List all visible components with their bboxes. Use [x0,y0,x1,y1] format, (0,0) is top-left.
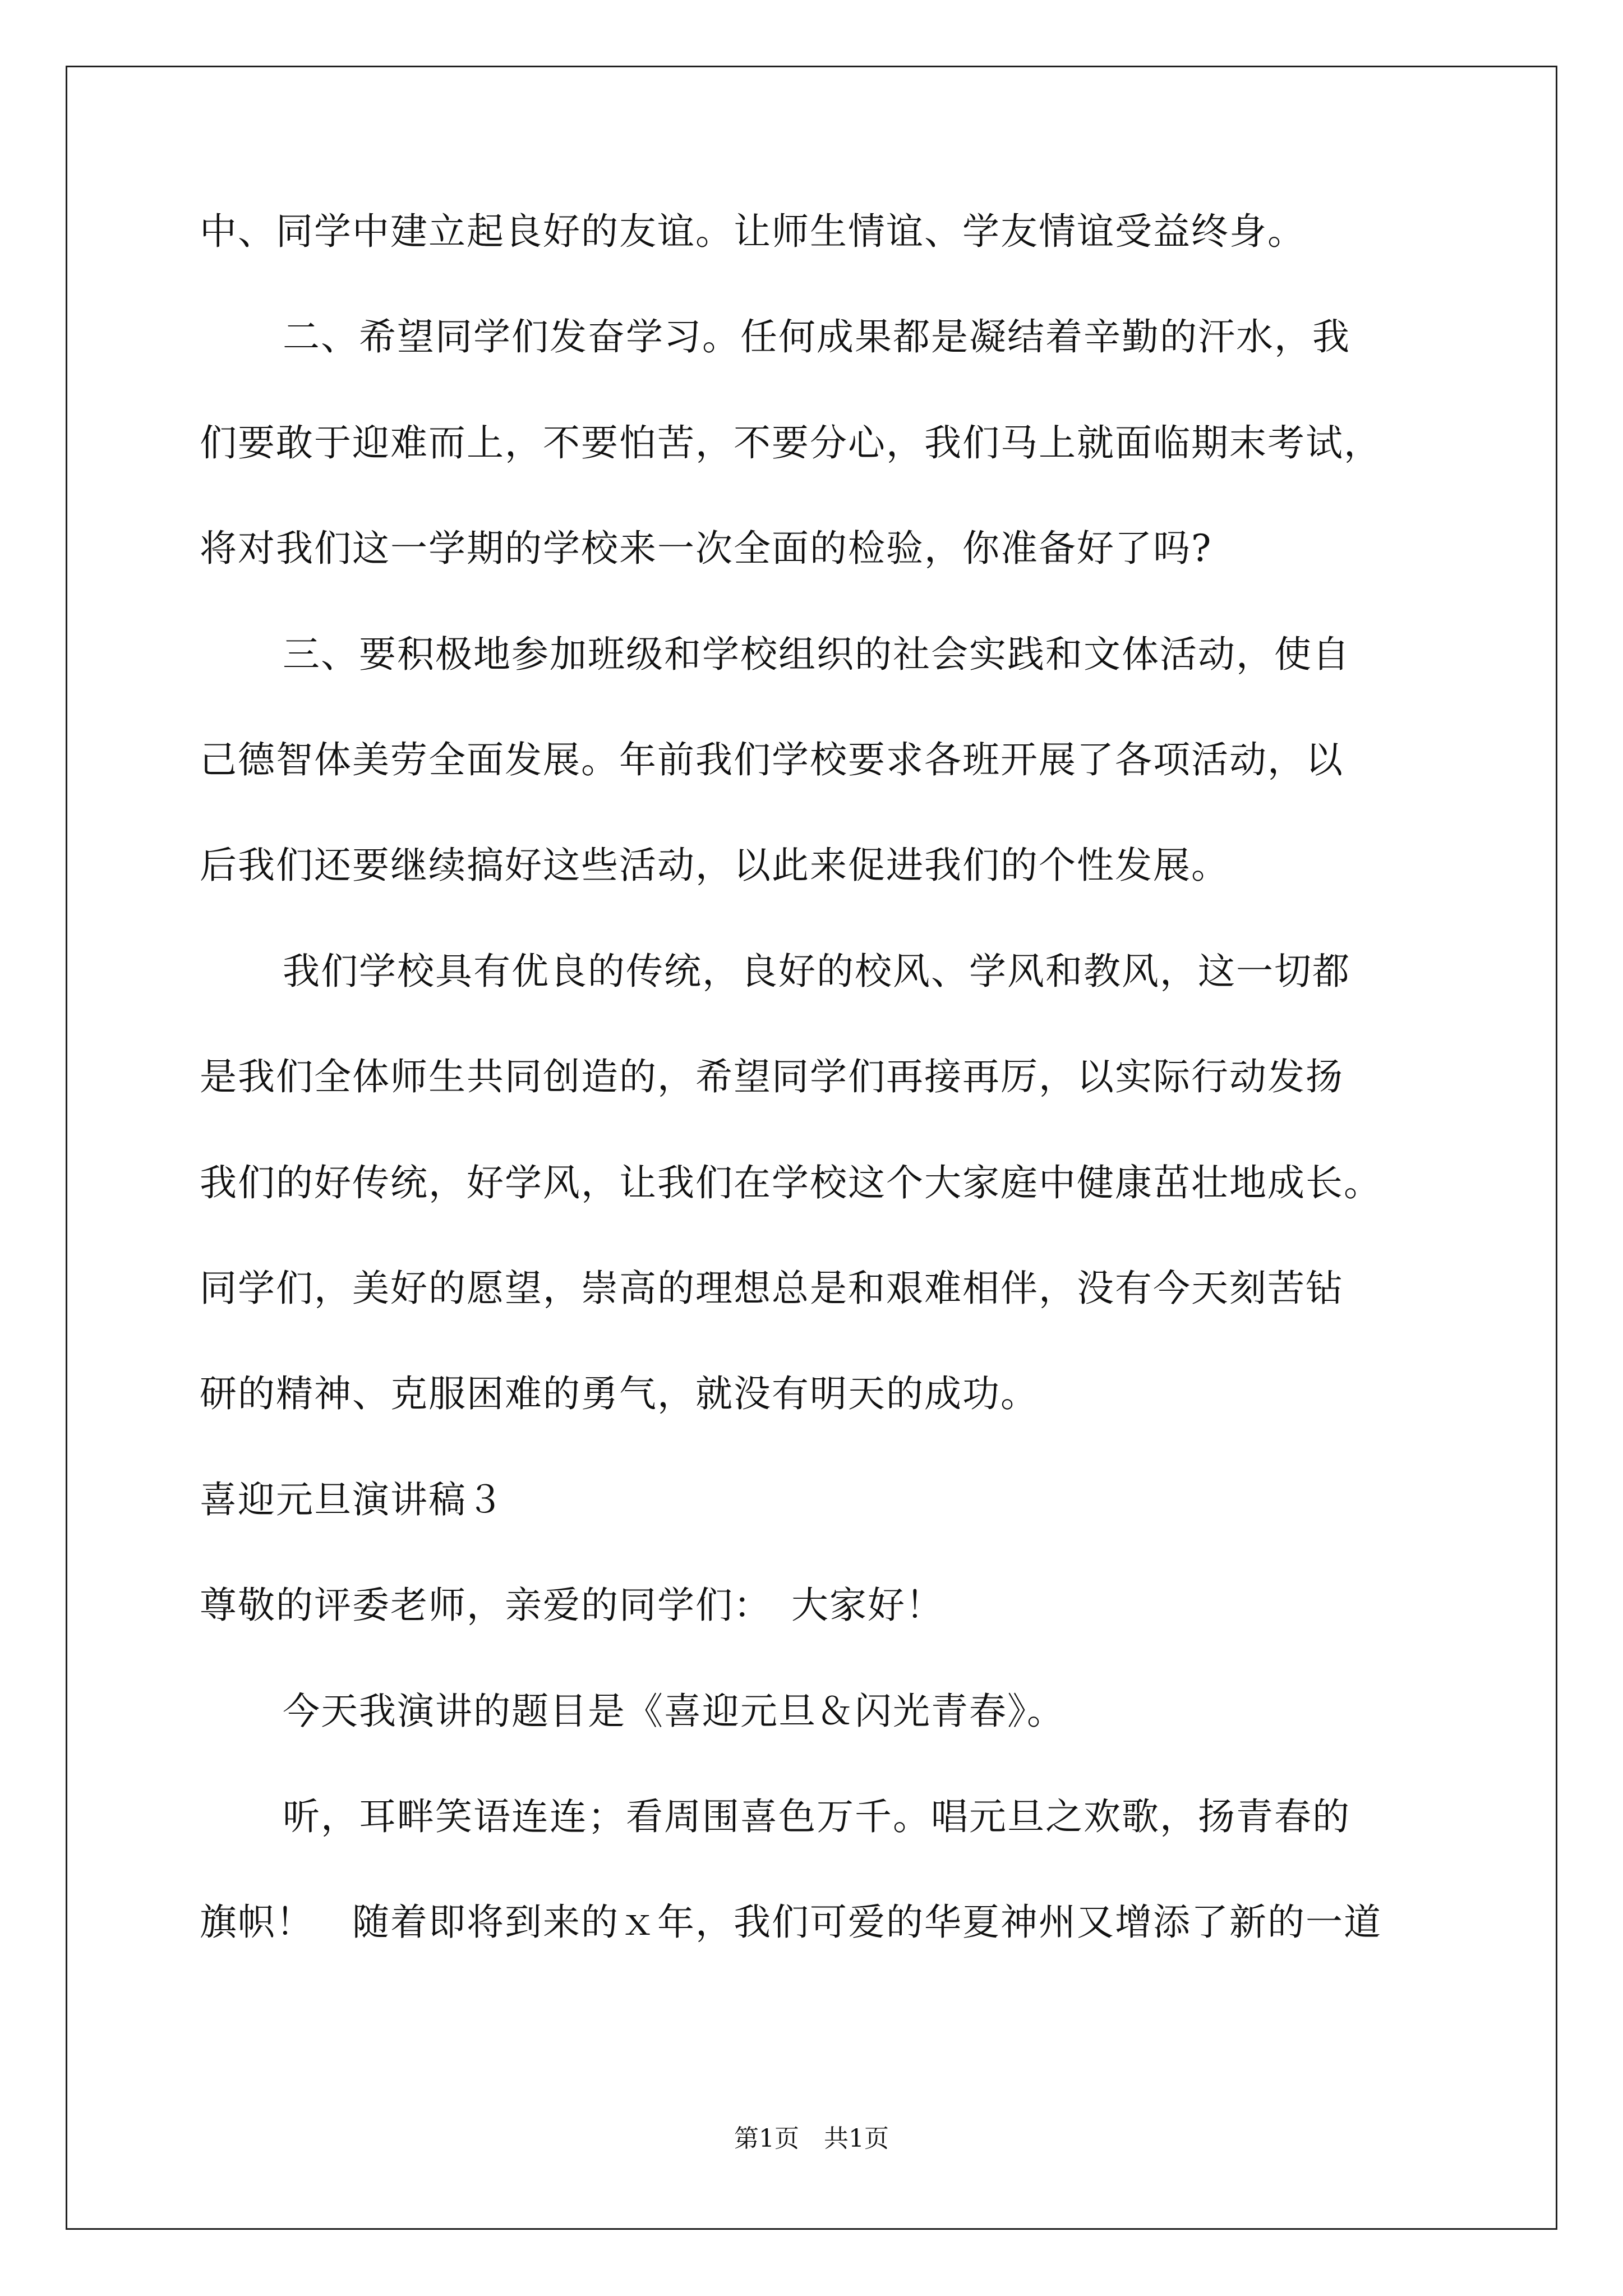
text-line: 中、同学中建立起良好的友谊。让师生情谊、学友情谊受益终身。 [200,210,1306,253]
text-line: 是我们全体师生共同创造的，希望同学们再接再厉，以实际行动发扬 [200,1055,1344,1098]
text-line: 将对我们这一学期的学校来一次全面的检验，你准备好了吗? [200,527,1212,570]
text-line: 们要敢于迎难而上，不要怕苦，不要分心，我们马上就面临期末考试， [200,421,1382,464]
text-line: 我们学校具有优良的传统，良好的校风、学风和教风，这一切都 [283,950,1350,993]
salutation: 尊敬的评委老师，亲爱的同学们： 大家好！ [200,1584,944,1627]
text-line: 二、希望同学们发奋学习。任何成果都是凝结着辛勤的汗水，我 [283,315,1350,358]
text-line: 同学们，美好的愿望，崇高的理想总是和艰难相伴，没有今天刻苦钻 [200,1267,1344,1310]
text-line: 己德智体美劳全面发展。年前我们学校要求各班开展了各项活动，以 [200,738,1344,781]
text-line: 旗帜！ 随着即将到来的ｘ年，我们可爱的华夏神州又增添了新的一道 [200,1901,1382,1944]
text-line: 后我们还要继续搞好这些活动，以此来促进我们的个性发展。 [200,844,1229,887]
text-line: 听，耳畔笑语连连；看周围喜色万千。唱元旦之欢歌，扬青春的 [283,1795,1350,1838]
page-footer: 第1页 共1页 [734,2124,889,2153]
text-line: 我们的好传统，好学风，让我们在学校这个大家庭中健康茁壮地成长。 [200,1161,1382,1204]
text-line: 今天我演讲的题目是《喜迎元旦＆闪光青春》。 [283,1690,1065,1733]
text-line: 三、要积极地参加班级和学校组织的社会实践和文体活动，使自 [283,633,1350,676]
text-line: 研的精神、克服困难的勇气，就没有明天的成功。 [200,1372,1039,1415]
section-heading: 喜迎元旦演讲稿３ [200,1478,505,1521]
